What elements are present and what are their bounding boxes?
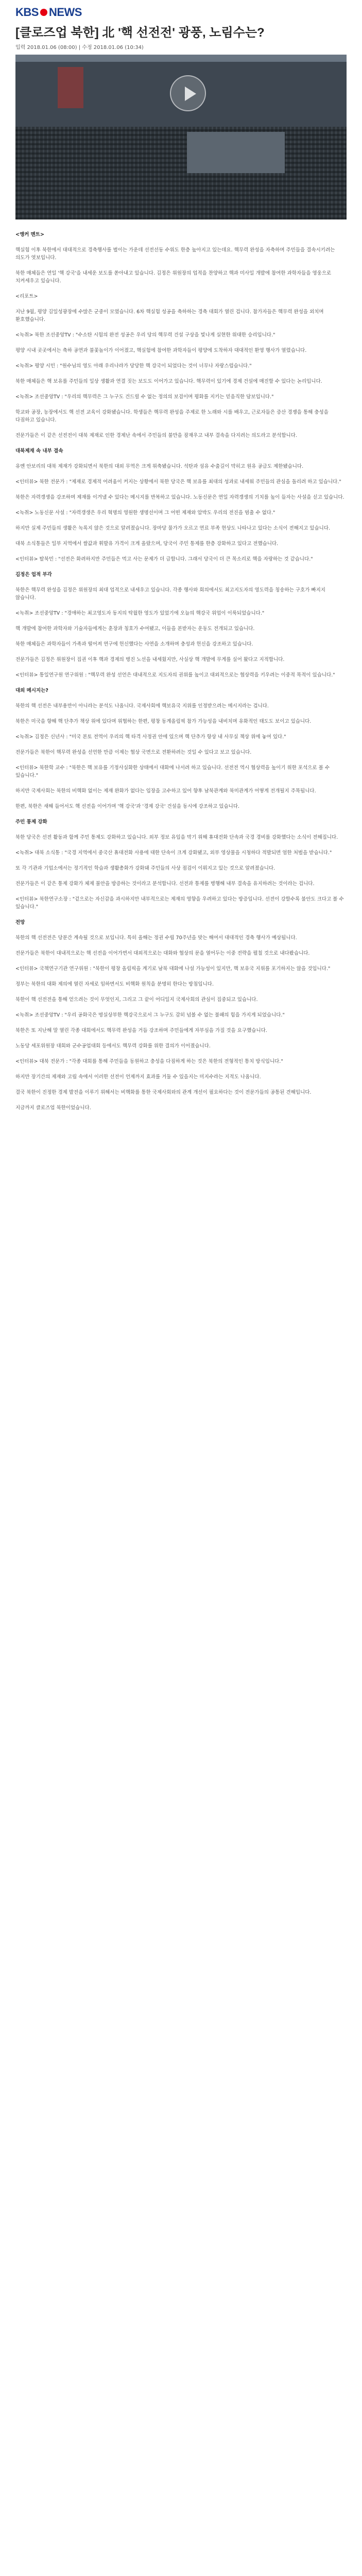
article-body xyxy=(0,219,362,1112)
article-paragraph: <녹취> 평양 시민 : "원수님의 영도 아래 우리나라가 당당한 핵 강국이 되었다는 것이 너무나 자랑스럽습니다." xyxy=(15,363,252,369)
article-paragraph: <인터뷰> 국책연구기관 연구위원 : "북한이 평창 올림픽을 계기로 남북 대화에 나설 가능성이 있지만, 핵 보유국 지위를 포기하지는 않을 것입니다." xyxy=(15,965,331,972)
article-paragraph: 북한은 자력갱생을 강조하며 제재를 이겨낼 수 있다는 메시지를 반복하고 있습니다. 노동신문은 연일 자력갱생의 기치를 높이 들자는 사설을 싣고 있습니다. xyxy=(15,494,344,500)
logo-kbs-text: KBS xyxy=(15,6,39,19)
article-subheading: 대외 메시지는? xyxy=(15,687,48,693)
logo-dot-icon xyxy=(40,9,47,16)
article-paragraph: 전문가들은 북한이 핵무력 완성을 선언한 만큼 이제는 협상 국면으로 전환하려는 것일 수 있다고 보고 있습니다. xyxy=(15,749,252,755)
article-paragraph: 핵실험 이후 북한에서 대대적으로 경축행사를 벌이는 가운데 선전선동 수위도 한층 높아지고 있는데요. 핵무력 완성을 자축하며 주민들을 결속시키려는 의도가 엿보입니다. xyxy=(15,247,335,261)
article-paragraph: 전문가들은 이 같은 통제 강화가 체제 불안을 방증하는 것이라고 분석합니다. 선전과 통제를 병행해 내부 결속을 유지하려는 것이라는 겁니다. xyxy=(15,880,315,887)
article-paragraph: 북한 매체들은 과학자들이 가족과 떨어져 연구에 헌신했다는 사연을 소개하며 충성과 헌신을 강조하고 있습니다. xyxy=(15,641,253,647)
article-paragraph: <인터뷰> 탈북민 : "선전은 화려하지만 주민들은 먹고 사는 문제가 더 급합니다. 그래서 당국이 더 큰 목소리로 핵을 자랑하는 것 같습니다." xyxy=(15,556,313,562)
article-paragraph: 정부는 북한의 대화 제의에 열린 자세로 임하면서도 비핵화 원칙을 분명히 한다는 방침입니다. xyxy=(15,981,214,987)
article-paragraph: <녹취> 김정은 신년사 : "미국 본토 전역이 우리의 핵 타격 사정권 안에 있으며 핵 단추가 항상 내 사무실 책상 위에 놓여 있다." xyxy=(15,734,286,740)
article-paragraph: 유엔 안보리의 대북 제재가 강화되면서 북한의 대외 무역은 크게 위축됐습니다. 석탄과 섬유 수출길이 막히고 원유 공급도 제한됐습니다. xyxy=(15,463,304,469)
article-paragraph: <녹취> 노동신문 사설 : "자력갱생은 우리 혁명의 영원한 생명선이며 그 어떤 제재와 압박도 우리의 전진을 멈출 수 없다." xyxy=(15,510,275,516)
article-paragraph: 북한이 핵 선전전을 통해 얻으려는 것이 무엇인지, 그리고 그 끝이 어디일지 국제사회의 관심이 집중되고 있습니다. xyxy=(15,996,258,1003)
article-paragraph: <인터뷰> 대북 전문가 : "각종 대회를 통해 주민들을 동원하고 충성을 다짐하게 하는 것은 북한의 전형적인 통치 방식입니다." xyxy=(15,1058,283,1064)
article-paragraph: 결국 북한이 진정한 경제 발전을 이루기 위해서는 비핵화를 통한 국제사회와의 관계 개선이 필요하다는 것이 전문가들의 공통된 견해입니다. xyxy=(15,1089,312,1095)
article-paragraph: <인터뷰> 북한 전문가 : "제재로 경제적 어려움이 커지는 상황에서 북한 당국은 핵 보유를 최대의 성과로 내세워 주민들의 관심을 돌리려 하고 있습니다." xyxy=(15,479,341,485)
article-paragraph: <녹취> 조선중앙TV : "우리의 핵무력은 그 누구도 건드릴 수 없는 정의의 보검이며 평화를 지키는 믿음직한 담보입니다." xyxy=(15,394,274,400)
article-subheading: <앵커 멘트> xyxy=(15,231,44,238)
article-subheading: 대북제재 속 내부 결속 xyxy=(15,448,63,454)
photo-podium xyxy=(187,132,285,173)
article-paragraph: 학교와 공장, 농장에서도 핵 선전 교육이 강화됐습니다. 학생들은 핵무력 완성을 주제로 한 노래와 시를 배우고, 근로자들은 증산 경쟁을 통해 충성을 다짐하고 있습니다. xyxy=(15,409,329,423)
article-paragraph: <인터뷰> 통일연구원 연구위원 : "핵무력 완성 선언은 대내적으로 지도자의 권위를 높이고 대외적으로는 협상력을 키우려는 이중적 목적이 있습니다." xyxy=(15,672,335,678)
article-paragraph: <인터뷰> 북한학 교수 : "북한은 핵 보유를 기정사실화한 상태에서 대화에 나서려 하고 있습니다. 선전전 역시 협상력을 높이기 위한 포석으로 볼 수 있습니다." xyxy=(15,765,330,778)
article-paragraph: 지난 9월, 평양 김일성광장에 수많은 군중이 모였습니다. 6차 핵실험 성공을 축하하는 경축 대회가 열린 겁니다. 참가자들은 핵무력 완성을 외치며 환호했습니다. xyxy=(15,309,324,323)
article-paragraph: 북한은 핵무력 완성을 김정은 위원장의 최대 업적으로 내세우고 있습니다. 각종 행사와 회의에서도 최고지도자의 영도력을 칭송하는 구호가 빠지지 않습니다. xyxy=(15,587,325,601)
play-icon[interactable] xyxy=(170,75,206,111)
photo-banner xyxy=(58,67,83,108)
article-meta xyxy=(0,43,362,55)
article-paragraph: 전문가들은 북한이 대내적으로는 핵 선전을 이어가면서 대외적으로는 대화와 협상의 문을 열어두는 이중 전략을 펼칠 것으로 내다봤습니다. xyxy=(15,950,310,956)
article-paragraph: <리포트> xyxy=(15,293,38,299)
article-paragraph: 하지만 국제사회는 북한의 비핵화 없이는 제재 완화가 없다는 입장을 고수하고 있어 향후 남북관계와 북미관계가 어떻게 전개될지 주목됩니다. xyxy=(15,788,316,794)
article-paragraph: 하지만 장기간의 제재와 고립 속에서 이러한 선전이 언제까지 효과를 거둘 수 있을지는 미지수라는 지적도 나옵니다. xyxy=(15,1074,261,1080)
article-paragraph: 전문가들은 이 같은 선전전이 대북 제재로 인한 경제난 속에서 주민들의 불만을 잠재우고 내부 결속을 다지려는 의도라고 분석합니다. xyxy=(15,432,297,438)
article-paragraph: 북한의 핵 선전전은 당분간 계속될 것으로 보입니다. 특히 올해는 정권 수립 70주년을 맞는 해여서 대대적인 경축 행사가 예상됩니다. xyxy=(15,935,297,941)
article-photo[interactable] xyxy=(15,55,347,219)
article-paragraph: 핵 개발에 참여한 과학자와 기술자들에게는 훈장과 칭호가 수여됐고, 이들을 본받자는 운동도 전개되고 있습니다. xyxy=(15,625,255,632)
article-paragraph: <녹취> 조선중앙TV : "우리 공화국은 명실상부한 핵강국으로서 그 누구도 감히 넘볼 수 없는 불패의 힘을 가지게 되었습니다." xyxy=(15,1012,285,1018)
kbs-news-logo[interactable] xyxy=(15,6,82,19)
article-paragraph: 하지만 실제 주민들의 생활은 녹록지 않은 것으로 알려졌습니다. 장마당 물가가 오르고 연료 부족 현상도 나타나고 있다는 소식이 전해지고 있습니다. xyxy=(15,525,331,531)
article-paragraph: <녹취> 대북 소식통 : "국경 지역에서 중국산 휴대전화 사용에 대한 단속이 크게 강화됐고, 외부 영상물을 시청하다 적발되면 엄한 처벌을 받습니다." xyxy=(15,850,332,856)
article-paragraph: 평양 시내 곳곳에서는 축하 공연과 불꽃놀이가 이어졌고, 핵실험에 참여한 과학자들이 평양에 도착하자 대대적인 환영 행사가 열렸습니다. xyxy=(15,347,307,353)
article-paragraph: 대북 소식통들은 일부 지역에서 쌀값과 휘발유 가격이 크게 올랐으며, 당국이 주민 통제를 한층 강화하고 있다고 전했습니다. xyxy=(15,540,279,547)
article-paragraph: 지금까지 클로즈업 북한이었습니다. xyxy=(15,1105,91,1111)
article-paragraph: 북한은 또 지난해 말 열린 각종 대회에서도 핵무력 완성을 거듭 강조하며 주민들에게 자부심을 가질 것을 요구했습니다. xyxy=(15,1027,267,1033)
article-subheading: 김정은 업적 부각 xyxy=(15,571,52,578)
article-paragraph: <녹취> 북한 조선중앙TV : "수소탄 시험의 완전 성공은 우리 당의 핵무력 건설 구상을 빛나게 실현한 위대한 승리입니다." xyxy=(15,332,275,338)
logo-news-text: NEWS xyxy=(48,6,82,19)
article-paragraph: 북한 매체들은 핵 보유를 주민들의 일상 생활과 연결 짓는 보도도 이어가고 있습니다. 핵무력이 있기에 경제 건설에 매진할 수 있다는 논리입니다. xyxy=(15,378,322,384)
article-paragraph: 북한의 핵 선전은 내부용만이 아니라는 분석도 나옵니다. 국제사회에 핵보유국 지위를 인정받으려는 메시지라는 겁니다. xyxy=(15,703,269,709)
article-paragraph: <인터뷰> 북한연구소장 : "겉으로는 자신감을 과시하지만 내부적으로는 제재의 영향을 우려하고 있다는 방증입니다. 선전이 강할수록 불안도 크다고 볼 수 있습니다." xyxy=(15,896,344,910)
article-subheading: 전망 xyxy=(15,919,25,925)
article-paragraph: 북한은 미국을 향해 핵 단추가 책상 위에 있다며 위협하는 한편, 평창 동계올림픽 참가 가능성을 내비치며 유화적인 태도도 보이고 있습니다. xyxy=(15,718,312,724)
article-paragraph: 북한 매체들은 연일 '핵 강국'을 내세운 보도를 쏟아내고 있습니다. 김정은 위원장의 업적을 찬양하고 핵과 미사일 개발에 참여한 과학자들을 영웅으로 치켜세우고 있습니다. xyxy=(15,270,332,284)
article-subheading: 주민 통제 강화 xyxy=(15,819,47,825)
article-paragraph: 노동당 세포위원장 대회와 군수공업대회 등에서도 핵무력 강화를 위한 결의가 이어졌습니다. xyxy=(15,1043,211,1049)
article-paragraph: 전문가들은 김정은 위원장이 집권 이후 핵과 경제의 병진 노선을 내세웠지만, 사실상 핵 개발에 무게를 실어 왔다고 지적합니다. xyxy=(15,656,285,663)
article-date: 입력 2018.01.06 (08:00) | 수정 2018.01.06 (10:34) xyxy=(15,44,144,50)
article-paragraph: <녹취> 조선중앙TV : "경애하는 최고영도자 동지의 탁월한 영도가 있었기에 오늘의 핵강국 위업이 이룩되었습니다." xyxy=(15,610,265,616)
article-paragraph: 한편, 북한은 새해 들어서도 핵 선전을 이어가며 '핵 강국'과 '경제 강국' 건설을 동시에 강조하고 있습니다. xyxy=(15,803,240,809)
article-paragraph: 북한 당국은 선전 활동과 함께 주민 통제도 강화하고 있습니다. 외부 정보 유입을 막기 위해 휴대전화 단속과 국경 경비를 강화했다는 소식이 전해집니다. xyxy=(15,834,338,840)
site-header xyxy=(0,0,362,25)
article-title: [클로즈업 북한] 北 '핵 선전전' 광풍, 노림수는? xyxy=(15,26,265,40)
article-paragraph: 또 각 기관과 기업소에서는 정기적인 학습과 생활총화가 강화돼 주민들의 사상 점검이 이뤄지고 있는 것으로 알려졌습니다. xyxy=(15,865,275,871)
